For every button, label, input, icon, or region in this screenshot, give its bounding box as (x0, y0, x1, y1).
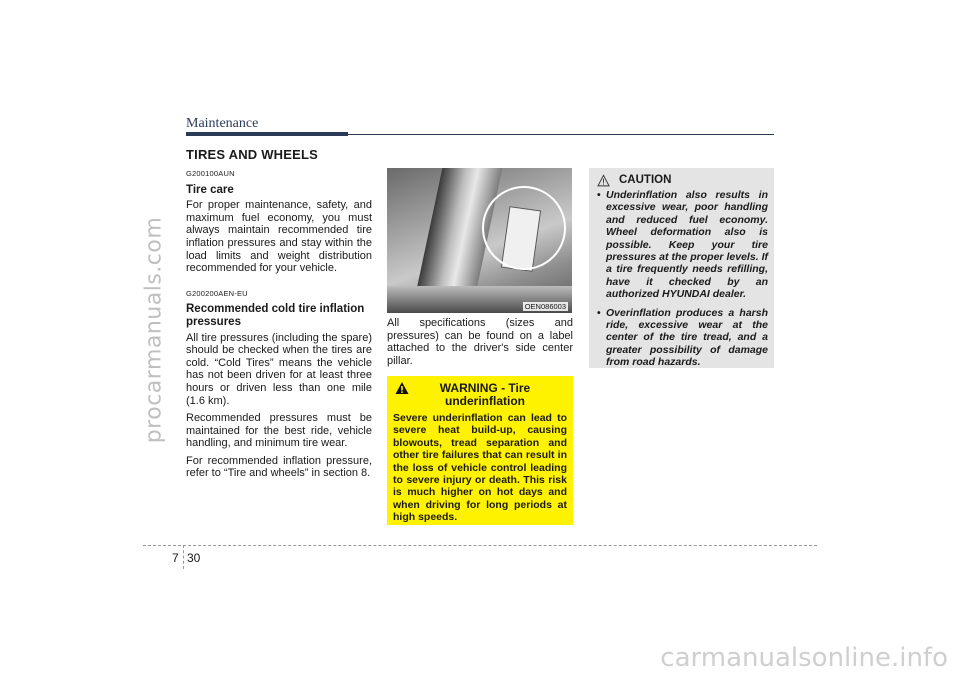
footer-rule (143, 545, 817, 546)
subheading-cold-pressures: Recommended cold tire inflation pressures (186, 303, 365, 328)
chapter-number: 7 (172, 551, 179, 565)
header-rule-thick (186, 132, 348, 136)
header-rule-thin (348, 134, 774, 135)
subheading-tire-care: Tire care (186, 183, 234, 196)
paragraph: For proper maintenance, safety, and maximum fuel economy, you must always maintain recommended tire inflation pressures and stay within the load limits and weight distribution recommended for your vehicle. (186, 199, 372, 275)
highlight-circle (482, 186, 566, 270)
chapter-header: Maintenance (186, 116, 259, 131)
paragraph: For recommended inflation pressure, refer to “Tire and wheels” in section 8. (186, 454, 372, 480)
warning-body: Severe underinflation can lead to severe heat build-up, causing blowouts, tread separation and other tire failures that can result in the loss of vehicle control leading to severe injury or death. This risk is much higher on hot days and when driving for long periods at high speeds. (393, 412, 567, 524)
warning-box (387, 376, 573, 525)
paragraph-label-location: All specifications (sizes and pressures) can be found on a label attached to the driver's side center pillar. (387, 317, 573, 367)
warning-title: WARNING - Tire underinflation (439, 381, 531, 408)
footer-divider (183, 545, 184, 569)
caution-triangle-icon (597, 174, 610, 187)
caution-list (597, 189, 768, 369)
watermark-carmanualsonline: carmanualsonline.info (660, 643, 948, 673)
image-id: OEN086003 (524, 302, 566, 311)
paragraph: Recommended pressures must be maintained for the best ride, vehicle handling, and minimum tire wear. (186, 412, 372, 450)
section-title: TIRES AND WHEELS (186, 147, 319, 162)
section-code: G200200AEN-EU (186, 288, 248, 298)
watermark-procarmanuals: procarmanuals.com (141, 216, 167, 444)
caution-title: CAUTION (619, 174, 672, 186)
caution-item: • Overinflation produces a harsh ride, excessive wear at the center of the tire tread, and a greater possibility of damage from road hazards. (597, 307, 768, 369)
caution-box (589, 168, 774, 368)
caution-item: • Underinflation also results in excessive wear, poor handling and reduced fuel economy. Wheel deformation also is possible. Keep your tire pressures at the proper levels. If a tire frequently needs refilling, have it checked by an authorized HYUNDAI dealer. (597, 189, 768, 301)
section-code: G200100AUN (186, 169, 235, 178)
tire-label-photo (387, 168, 572, 313)
warning-triangle-icon (395, 381, 409, 395)
column-left (186, 168, 372, 485)
paragraph: All tire pressures (including the spare) should be checked when the tires are cold. “Cold Tires” means the vehicle has not been driven for at least three hours or driven less than one mile (1.6 km). (186, 331, 372, 407)
page-number: 30 (187, 551, 201, 565)
